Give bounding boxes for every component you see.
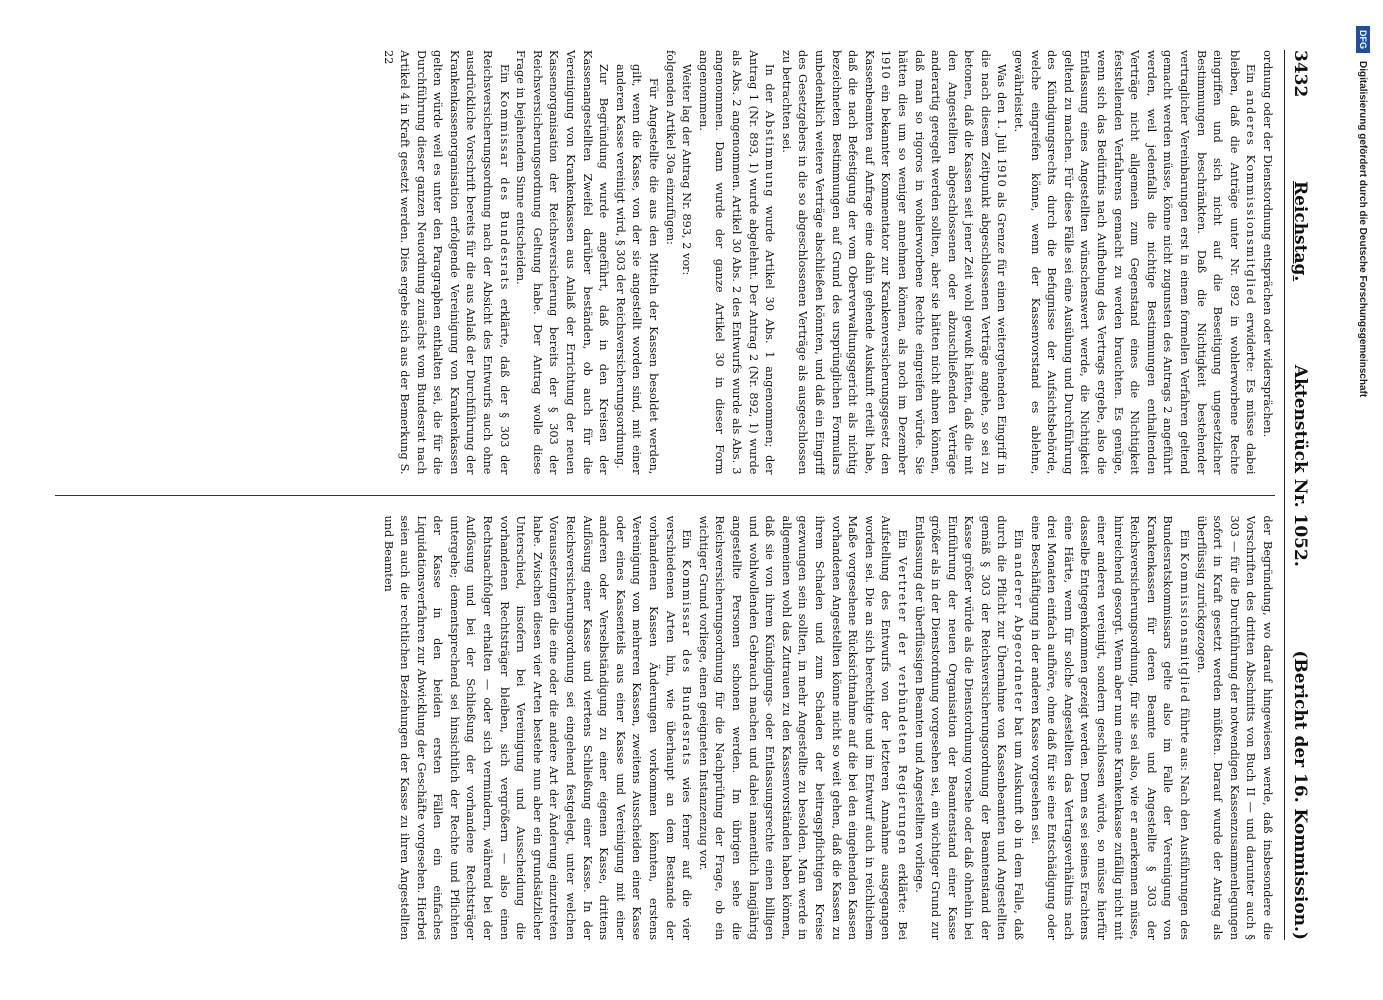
text-columns — [55, 50, 1275, 940]
paragraph — [694, 50, 777, 475]
paragraph-start: Ein — [680, 529, 694, 560]
paragraph-start: Ein — [895, 529, 909, 557]
paragraph: folgenden Artikel 30a einzufügen: — [663, 50, 677, 245]
digitization-notice-text: Digitalisierung gefördert durch die Deutsche Forschungsgemeinschaft — [1357, 61, 1369, 398]
paragraph — [910, 516, 1026, 941]
speaker-emphasis: Vertreter der verbündeten Regierungen — [895, 556, 909, 856]
quoted-motion: Für Angestellte die aus den Mitteln der Kassen besoldet werden, gilt, wenn die Kasse, von der sie angestellt worden sind, mit einer anderen Kasse vereinigt wird, § 303 der Reichsversicherungsordnung. — [613, 64, 661, 475]
paragraph-start: Ein — [1012, 529, 1026, 554]
paragraph — [379, 516, 694, 941]
digitization-notice-text-wrapper — [1352, 20, 1374, 980]
paragraph-start: Ein — [1244, 64, 1258, 91]
running-head-document: Aktenstück Nr. 1052. — [1290, 364, 1310, 567]
speaker-emphasis: anderes Kommissionsmitglied — [1244, 90, 1258, 306]
speaker-emphasis: Abstimmung — [763, 110, 777, 199]
paragraph: der Begründung, wo darauf hingewiesen werde, daß insbesondere die Vorschriften des dritten Abschnitts von Buch II — und darunter auch § 303 — für die Durchführung der notwendigen Kassenzusammenlegungen sofort in Kraft gesetzt werden müßten. Darauf wurde der Antrag als überflüssig zurückgezogen. — [1194, 515, 1274, 940]
speaker-emphasis: anderer Abgeordneter — [1012, 553, 1026, 713]
speaker-emphasis: Kommissar des Bundesrats — [497, 90, 511, 291]
dfg-logo: DFG — [1356, 26, 1370, 53]
paragraph: ordnung oder der Dienstordnung entsprächen oder widersprächen. — [1261, 50, 1274, 438]
page-number: 3432 — [1290, 50, 1310, 98]
paragraph-body: erwiderte: Es müsse dabei bleiben, daß die Anträge unter Nr. 892 in wohlerworbene Rechte eingriffen und sich nicht auf die Beseitigung ungesetzlicher Bestimmungen beschränkten. Daß die Nichtigkeit bestehender vertraglicher Vereinbarungen erst in einem formellen Verfahren geltend gemacht werden müsse, könne nicht zugunsten des Antrags 2 angeführt werden, weil jedenfalls die nichtige Bestimmungen enthaltenden Verträge nicht allgemein zum Gegenstand eines die Nichtigkeit feststellenden Verfahrens gemacht zu werden brauchten. Es genüge, wenn sich das Bedürfnis nach Aufhebung des Vertrags ergebe, also die Entlassung eines Angestellten wünschenswert werde, die Nichtigkeit geltend zu machen. Für diese Fälle sei eine Ausübung und Durchführung des Kündigungsrechts durch die Befugnisse der Aufsichtsbehörde, welche eingreifen könne, wenn der Kassenvorstand es ablehne, gewährleistet. — [1012, 50, 1258, 475]
paragraph: Weiter lag der Antrag Nr. 893, 2 vor: — [680, 64, 694, 276]
paragraph — [694, 516, 910, 941]
page-content-rotated — [50, 50, 1315, 940]
paragraph-body: erklärte: Bei Aufstellung des Entwurfs von der letzteren Annahme ausgegangen worden sei. Die an sich berechtigte und im Entwurf auch in reichlichem Maße vorgesehene Rücksichtnahme auf die bei den eingehenden Kassen vorhandenen Angestellten könne nicht so weit gehen, daß die Kassen zu ihrem Schaden und zum Schaden der beitragspflichtigen Kreise gezwungen sein sollten, in mehr Angestellte zu besolden. Man werde in allgemeinen wohl das Zutrauen zu den Kassenvorständen haben können, daß sie von ihrem Kündigungs- oder Entlassungsrechte einen billigen und wohlwollenden Gebrauch machen und dabei namentlich langjährig angestellte Personen schonen werden. Im übrigen sehe die Reichsversicherungsordnung für die Nachprüfung der Frage, ob ein wichtiger Grund vorliege, einen geeigneten Instanzenzug vor. — [696, 515, 909, 940]
paragraph-start: Ein — [497, 64, 511, 91]
paragraph-body: führte aus: Nach den Ausführungen des Bundesratskommissars gelte also im Falle der Vereinigung von Krankenkassen für deren Beamte und Angestellte § 303 der Reichsversicherungsordnung, für sie sei also, wie er anerkennen müsse, hinreichend gesorgt. Wenn aber nun eine Krankenkasse zufällig nicht mit einer anderen vereinigt, sondern geschlossen würde, so müsse hierfür dasselbe Entgegenkommen gezeigt werden. Denn es sei seines Erachtens eine Härte, wenn für solche Angestellten das Vertragsverhältnis nach drei Monaten einfach aufhöre, ohne daß für sie eine Entschädigung oder eine Beschäftigung in der anderen Kasse vorgesehen sei. — [1028, 515, 1192, 940]
paragraph — [379, 50, 512, 475]
paragraph — [1026, 516, 1192, 941]
text-column-left — [55, 50, 1275, 475]
paragraph-body: wies ferner auf die vier verschiedenen Arten hin, wie überhaupt an dem Bestande der vorhandenen Kassen Änderungen vorkommen könnten, erstens Vereinigung von mehreren Kassen, zweitens Ausscheiden einer Kasse oder eines Kassenteils aus einer Kasse und Vereinigung mit einer anderen oder Verselbständigung zu einer eigenen Kasse, drittens Auflösung einer Kasse und viertens Schließung einer Kasse. In der Reichsversicherungsordnung sei eingehend festgelegt, unter welchen Voraussetzungen die eine oder die andere Art der Änderung einzutreten habe. Zwischen diesen vier Arten bestehe nun aber ein grundsätzlicher Unterschied, insofern bei Vereinigung und Ausscheidung die vorhandenen Rechtsträger bleiben, sich vergrößern — also einen Rechtsnachfolger erhalten — oder sich vermindern, während bei der Auflösung und bei der Schließung der vorhandene Rechtsträger untergehe; dementsprechend sei hinsichtlich der Rechte und Pflichten der Kasse in den beiden ersten Fällen ein einfaches Liquidationsverfahren zur Abwicklung der Geschäfte vorgesehen. Hierbei seien auch die rechtlichen Beziehungen der Kasse zu ihren Angestellten und Beamten — [381, 515, 694, 940]
running-head — [1284, 50, 1315, 940]
speaker-emphasis: Kommissar des Bundesrats — [680, 559, 694, 766]
paragraph: Was den 1. Juli 1910 als Grenze für einen weitergehenden Eingriff in die nach diesem Zeitpunkt abgeschlossenen Verträge angehe, so sei zu betonen, daß die Kassen seit jener Zeit wohl gewußt hätten, daß die mit den Angestellten abgeschlossenen oder abzuschließenden Verträge anderartig geregelt werden sollten, aber sie hätten nicht ahnen können, daß man so rigoros in wohlerworbene Rechte eingreifen würde. Sie hätten dies um so weniger annehmen können, als noch im Dezember 1910 ein bekannter Kommentator zur Krankenversicherungsgesetz den Kassenbeamten auf Anfrage eine dahin gehende Auskunft erteilt habe, daß die nach Befestigung der vom Oberverwaltungsgericht als nichtig bezeichneten Bestimmungen auf Grund des ursprünglichen Formulars unbedenklich weitere Verträge abschließen könnten, und daß ein Eingriff des Gesetzgebers in die so abgeschlossenen Verträge als ausgeschlossen zu betrachten sei. — [779, 50, 1009, 475]
running-head-report: (Bericht der 16. Kommission.) — [1290, 650, 1310, 940]
paragraph-body: bat um Auskunft ob in dem Falle, daß durch die Pflicht zur Übernahme von Kassenbeamten und Angestellten gemäß § 303 der Reichsversicherungsordnung der Beamtenstand der Kasse größer würde als die Dienstordnung vorsehe oder daß ohnehin bei Einführung der neuen Organisation der Beamtenstand einer Kasse größer als in der Dienstordnung vorgesehen sei, ein wichtiger Grund zur Entlassung der überflüssigen Beamten und Angestellten vorliege. — [912, 515, 1026, 940]
column-divider — [55, 495, 1275, 496]
paragraph-body: erklärte, daß der § 303 der Reichsversicherungsordnung nach der Absicht des Entwurfs auch ohne ausdrückliche Vorschrift bereits für die aus Anlaß der Durchführung der Krankenkassenorganisation erfolgende Vereinigung von Krankenkassen gelten würde weil es unter den Paragraphen enthalten sei, die für die Durchführung dieser ganzen Neuordnung zunächst vom Bundesrat nach Artikel 4 in Kraft gesetzt werden. Dies ergebe sich aus der Bemerkung S. 22 — [381, 50, 511, 475]
digitization-notice — [1352, 20, 1374, 980]
paragraph — [1010, 50, 1259, 475]
paragraph: Zur Begründung wurde angeführt, daß in den Kreisen der Kassenangestellten Zweifel darüber beständen, ob auch für die Vereinigung von Krankenkassen aus Anlaß der Errichtung der neuen Kassenorganisation der Reichsversicherung bereits der § 303 der Reichsversicherungsordnung Geltung habe. Der Antrag wolle diese Frage in bejahendem Sinne entscheiden. — [514, 50, 611, 475]
paragraph-start: In der — [763, 64, 777, 111]
paragraph-body: wurde Artikel 30 Abs. 1 angenommen; der Antrag 1 (Nr. 893, 1) wurde abgelehnt. Der Antrag 2 (Nr. 892, 1) wurde als Abs. 2 angenommen. Artikel 30 Abs. 2 des Entwurfs wurde als Abs. 3 angenommen. Dann wurde der ganze Artikel 30 in dieser Form angenommen. — [696, 50, 777, 475]
speaker-emphasis: Kommissionsmitglied — [1178, 552, 1192, 704]
running-head-title: Reichstag. — [1290, 180, 1310, 282]
scanned-page — [50, 40, 1350, 940]
text-column-right — [55, 516, 1275, 941]
paragraph-start: Ein — [1178, 529, 1192, 553]
